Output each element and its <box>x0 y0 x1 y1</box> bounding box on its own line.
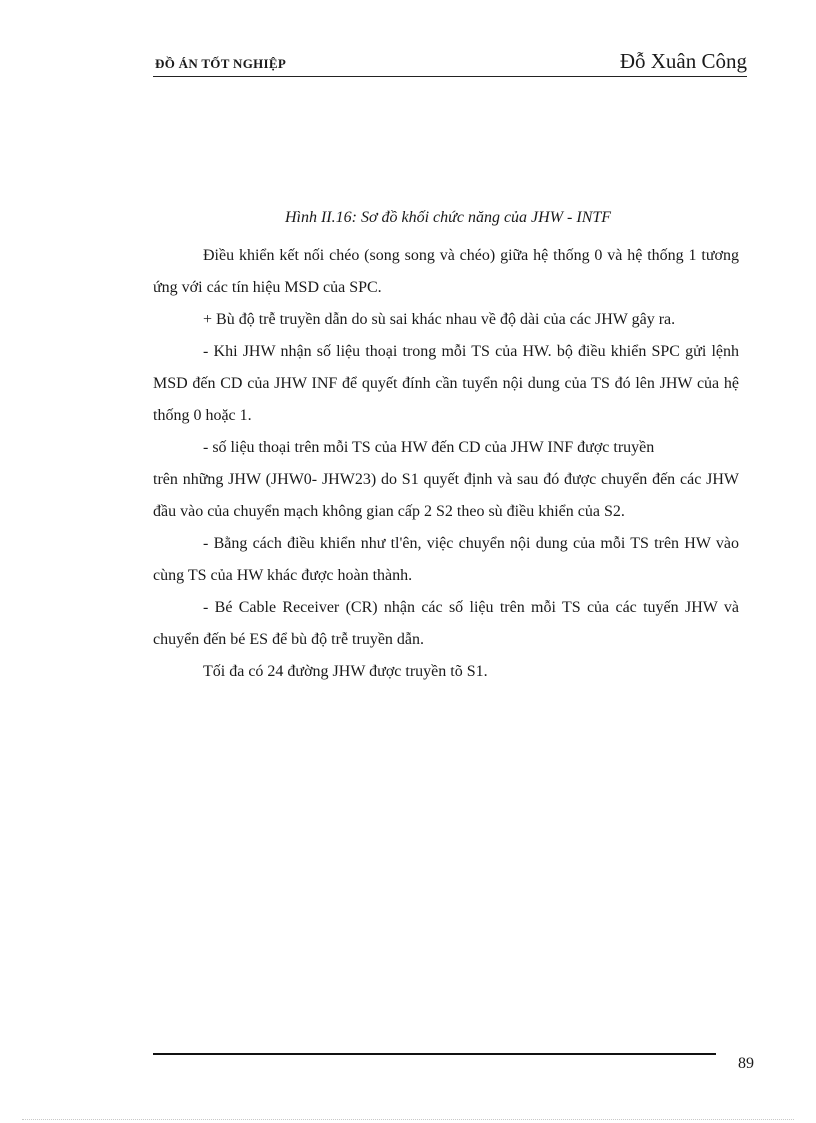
author-name: Đỗ Xuân Công <box>619 49 747 73</box>
page-header <box>153 48 747 77</box>
paragraph-jhw-routing: trên những JHW (JHW0- JHW23) do S1 quyết định và sau đó được chuyển đến các JHW đầu vào của chuyển mạch không gian cấp 2 S2 theo sù điều khiển của S2. <box>153 471 739 520</box>
figure-caption: Hình II.16: Sơ đồ khối chức năng của JHW - INTF <box>284 209 612 226</box>
paragraph-control-method: - Bằng cách điều khiển như tl'ên, việc chuyển nội dung của mỗi TS trên HW vào cùng TS của HW khác được hoàn thành. <box>153 535 739 584</box>
page-bottom-border <box>22 1119 794 1120</box>
paragraph-max-jhw: Tối đa có 24 đường JHW được truyền tõ S1. <box>203 663 488 680</box>
paragraph-cross-connect: Điều khiển kết nối chéo (song song và chéo) giữa hệ thống 0 và hệ thống 1 tương ứng với các tín hiệu MSD của SPC. <box>153 247 739 296</box>
paragraph-delay-compensation: + Bù độ trễ truyền dẫn do sù sai khác nhau về độ dài của các JHW gây ra. <box>203 311 676 328</box>
body-text <box>153 240 739 688</box>
footer-divider <box>153 1053 716 1055</box>
paragraph-cable-receiver: - Bé Cable Receiver (CR) nhận các số liệu trên mỗi TS của các tuyến JHW và chuyển đến bé ES để bù độ trễ truyền dẫn. <box>153 599 739 648</box>
paragraph-voice-data: - số liệu thoại trên mỗi TS của HW đến CD của JHW INF được truyền <box>203 439 655 456</box>
paragraph-jhw-receive: - Khi JHW nhận số liệu thoại trong mỗi TS của HW. bộ điều khiển SPC gửi lệnh MSD đến CD của JHW INF để quyết đính cần tuyển nội dung của TS đó lên JHW của hệ thống 0 hoặc 1. <box>153 343 739 424</box>
document-title: ĐỒ ÁN TỐT NGHIỆP <box>155 56 287 71</box>
page-number: 89 <box>738 1055 754 1072</box>
